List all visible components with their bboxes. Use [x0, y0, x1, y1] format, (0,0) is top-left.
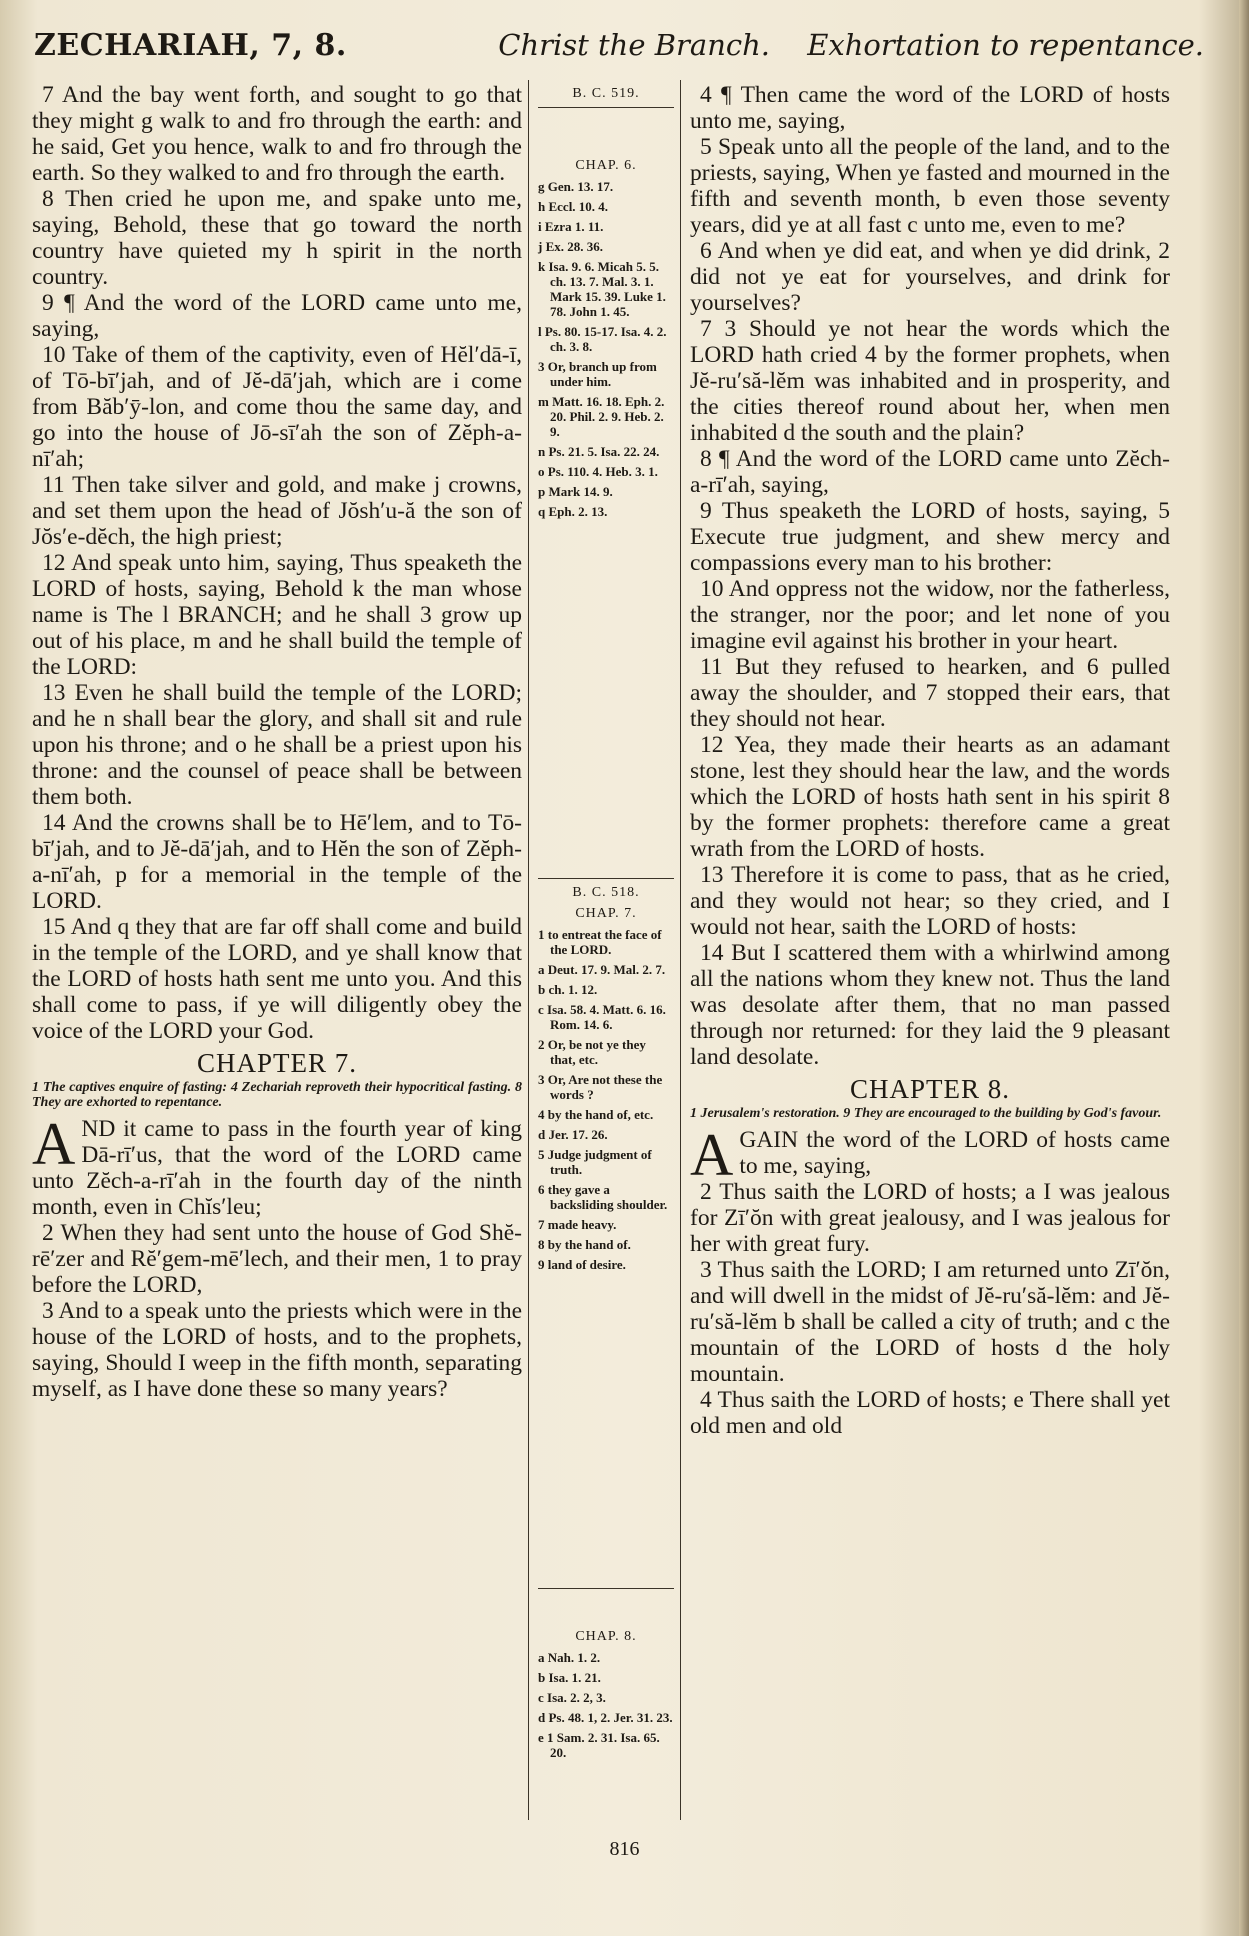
chapter-8-verse-1 [690, 1122, 1170, 1188]
verse: 7 And the bay went forth, and sought to go that they might g walk to and fro through the earth: and he said, Get you hence, walk to and fro through the earth. So they walked to and fro through the earth. [32, 82, 522, 186]
left-column [32, 82, 522, 1842]
chapter-8-summary: 1 Jerusalem's restoration. 9 They are encouraged to the building by God's favour. [690, 1106, 1162, 1121]
note: b ch. 1. 12. [538, 982, 598, 997]
chapter-8-heading: CHAPTER 8. [849, 1074, 1011, 1104]
verse: 14 But I scattered them with a whirlwind among all the nations whom they knew not. Thus the land was desolate after them, that no man passed through nor returned: for they laid the 9 pleasant land desolate. [690, 940, 1170, 1070]
note: 1 to entreat the face of the LORD. [538, 927, 662, 957]
verse: 3 Thus saith the LORD; I am returned unto Zī′ŏn, and will dwell in the midst of Jĕ-ru′să-lĕm: and Jĕ-ru′să-lĕm b shall be called a city of truth; and c the mountain of the LORD of hosts d the holy mountain. [690, 1257, 1170, 1387]
note: 3 Or, Are not these the words ? [538, 1072, 663, 1102]
date-label: B. C. 518. [572, 885, 640, 900]
drop-cap: A [32, 1111, 76, 1177]
column-rule-left [528, 80, 529, 1820]
verse: 9 ¶ And the word of the LORD came unto me, saying, [32, 290, 522, 342]
verse: 8 ¶ And the word of the LORD came unto Zĕch-a-rī′ah, saying, [690, 446, 1170, 498]
verse: 11 Then take silver and gold, and make j crowns, and set them upon the head of Jŏsh′u-ă the son of Jŏs′e-dĕch, the high priest; [32, 472, 522, 550]
note: q Eph. 2. 13. [538, 504, 608, 519]
verse: 10 And oppress not the widow, nor the fatherless, the stranger, nor the poor; and let none of you imagine evil against his brother in your heart. [690, 576, 1170, 654]
refs-chapter-7 [538, 872, 674, 1277]
verse: 9 Thus speaketh the LORD of hosts, saying, 5 Execute true judgment, and shew mercy and compassions every man to his brother: [690, 498, 1170, 576]
verse: 15 And q they that are far off shall come and build in the temple of the LORD, and ye shall know that the LORD of hosts hath sent me unto you. And this shall come to pass, if ye will diligently obey the voice of the LORD your God. [32, 914, 522, 1044]
page-number: 816 [609, 1838, 640, 1860]
divider [538, 1588, 674, 1589]
note: 4 by the hand of, etc. [538, 1107, 654, 1122]
refs-chapter-6 [538, 82, 674, 524]
chap-label: CHAP. 8. [575, 1629, 637, 1644]
topic-1: Christ the Branch. [498, 28, 771, 62]
verse: 12 Yea, they made their hearts as an adamant stone, lest they should hear the law, and the words which the LORD of hosts hath sent in his spirit 8 by the former prophets: therefore came a great wrath from the LORD of hosts. [690, 732, 1170, 862]
verse: 4 Thus saith the LORD of hosts; e There shall yet old men and old [690, 1387, 1170, 1439]
chap-label: CHAP. 7. [575, 906, 637, 921]
verse: 2 When they had sent unto the house of God Shĕ-rē′zer and Rĕ′gem-mē′lech, and their men, 1 to pray before the LORD, [32, 1220, 522, 1298]
chapter-7-summary: 1 The captives enquire of fasting: 4 Zechariah reproveth their hypocritical fasting. 8 They are exhorted to repentance. [32, 1080, 522, 1110]
right-column [690, 82, 1170, 1842]
note: j Ex. 28. 36. [538, 239, 603, 254]
refs-chapter-8 [538, 1582, 674, 1765]
note: n Ps. 21. 5. Isa. 22. 24. [538, 444, 660, 459]
note: 6 they gave a backsliding shoulder. [538, 1182, 668, 1212]
verse: 14 And the crowns shall be to Hē′lem, and to Tō-bī′jah, and to Jĕ-dā′jah, and to Hĕn the son of Zĕph-a-nī′ah, p for a memorial in the temple of the LORD. [32, 810, 522, 914]
note: e 1 Sam. 2. 31. Isa. 65. 20. [538, 1730, 660, 1760]
note: 5 Judge judgment of truth. [538, 1147, 652, 1177]
page-header [34, 28, 1204, 78]
divider [538, 107, 674, 108]
note: a Nah. 1. 2. [538, 1650, 601, 1665]
note: 2 Or, be not ye they that, etc. [538, 1037, 646, 1067]
verse: 5 Speak unto all the people of the land, and to the priests, saying, When ye fasted and mourned in the fifth and seventh month, b even those seventy years, did ye at all fast c unto me, even to me? [690, 134, 1170, 238]
date-label: B. C. 519. [572, 86, 640, 101]
verse: 7 3 Should ye not hear the words which the LORD hath cried 4 by the former prophets, when Jĕ-ru′să-lĕm was inhabited and in prosperity, and the cities thereof round about her, when men inhabited d the south and the plain? [690, 316, 1170, 446]
verse-text: GAIN the word of the LORD of hosts came to me, saying, [739, 1127, 1170, 1179]
divider [538, 878, 674, 879]
chapter-7-verse-1 [32, 1111, 522, 1220]
note: p Mark 14. 9. [538, 484, 613, 499]
note: o Ps. 110. 4. Heb. 3. 1. [538, 464, 658, 479]
verse: 10 Take of them of the captivity, even of Hĕl′dā-ī, of Tō-bī′jah, and of Jĕ-dā′jah, which are i come from Băb′ȳ-lon, and come thou the same day, and go into the house of Jō-sī′ah the son of Zĕph-a-nī′ah; [32, 342, 522, 472]
note: d Jer. 17. 26. [538, 1127, 608, 1142]
note: 8 by the hand of. [538, 1237, 631, 1252]
note: h Eccl. 10. 4. [538, 199, 609, 214]
topic-2: Exhortation to repentance. [807, 28, 1204, 62]
drop-cap: A [690, 1122, 734, 1188]
chap-label: CHAP. 6. [575, 158, 637, 173]
verse: 8 Then cried he upon me, and spake unto me, saying, Behold, these that go toward the north country have quieted my h spirit in the north country. [32, 186, 522, 290]
page-spine-shadow [1239, 0, 1249, 1936]
note: c Isa. 2. 2, 3. [538, 1690, 606, 1705]
chapter-7-heading: CHAPTER 7. [196, 1048, 358, 1078]
note: c Isa. 58. 4. Matt. 6. 16. Rom. 14. 6. [538, 1002, 666, 1032]
verse: 12 And speak unto him, saying, Thus speaketh the LORD of hosts, saying, Behold k the man whose name is The l BRANCH; and he shall 3 grow up out of his place, m and he shall build the temple of the LORD: [32, 550, 522, 680]
verse-text: ND it came to pass in the fourth year of king Dā-rī′us, that the word of the LORD came unto Zĕch-a-rī′ah in the fourth day of the ninth month, even in Chĭs′leu; [32, 1116, 522, 1220]
note: 3 Or, branch up from under him. [538, 359, 657, 389]
note: g Gen. 13. 17. [538, 179, 614, 194]
note: d Ps. 48. 1, 2. Jer. 31. 23. [538, 1710, 673, 1725]
note: 7 made heavy. [538, 1217, 617, 1232]
verse: 6 And when ye did eat, and when ye did drink, 2 did not ye eat for yourselves, and drink for yourselves? [690, 238, 1170, 316]
verse: 4 ¶ Then came the word of the LORD of hosts unto me, saying, [690, 82, 1170, 134]
note: k Isa. 9. 6. Micah 5. 5. ch. 13. 7. Mal. 3. 1. Mark 15. 39. Luke 1. 78. John 1. 45. [538, 259, 666, 319]
note: a Deut. 17. 9. Mal. 2. 7. [538, 962, 666, 977]
verse: 2 Thus saith the LORD of hosts; a I was jealous for Zī′ŏn with great jealousy, and I was jealous for her with great fury. [690, 1179, 1170, 1257]
topic-headings [470, 28, 1204, 62]
note: b Isa. 1. 21. [538, 1670, 601, 1685]
column-rule-right [680, 80, 681, 1820]
verse: 13 Therefore it is come to pass, that as he cried, and they would not hear; so they cried, and I would not hear, saith the LORD of hosts: [690, 862, 1170, 940]
verse: 13 Even he shall build the temple of the LORD; and he n shall bear the glory, and shall sit and rule upon his throne; and o he shall be a priest upon his throne: and the counsel of peace shall be between them both. [32, 680, 522, 810]
verse: 11 But they refused to hearken, and 6 pulled away the shoulder, and 7 stopped their ears, that they should not hear. [690, 654, 1170, 732]
note: 9 land of desire. [538, 1257, 626, 1272]
book-title: ZECHARIAH, 7, 8. [34, 28, 347, 63]
note: m Matt. 16. 18. Eph. 2. 20. Phil. 2. 9. Heb. 2. 9. [538, 394, 665, 439]
verse: 3 And to a speak unto the priests which were in the house of the LORD of hosts, and to the prophets, saying, Should I weep in the fifth month, separating myself, as I have done these so many years? [32, 1298, 522, 1402]
cross-reference-column [538, 82, 674, 1822]
note: l Ps. 80. 15-17. Isa. 4. 2. ch. 3. 8. [538, 324, 667, 354]
note: i Ezra 1. 11. [538, 219, 604, 234]
